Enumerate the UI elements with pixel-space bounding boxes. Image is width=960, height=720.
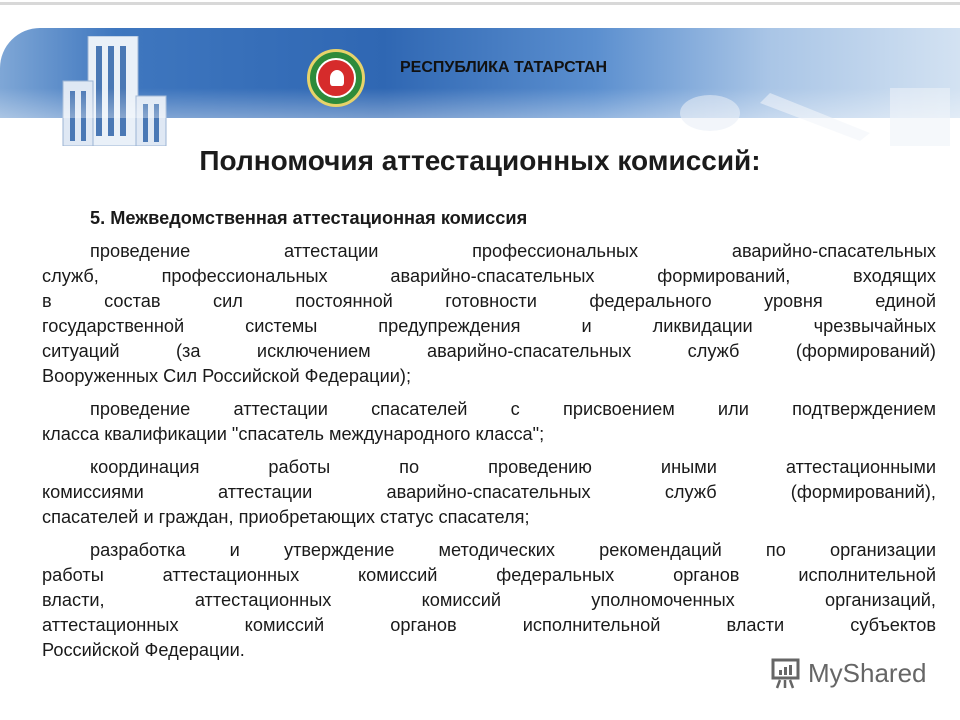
aircraft-illustration: [640, 73, 960, 146]
slide-body: [42, 206, 936, 663]
paragraph: [42, 397, 936, 447]
text-line: Российской Федерации.: [42, 640, 245, 660]
text-line: власти, аттестационных комиссий уполномоченных организаций,: [42, 590, 936, 610]
text-line: спасателей и граждан, приобретающих статус спасателя;: [42, 507, 530, 527]
text-line: комиссиями аттестации аварийно-спасательных служб (формирований),: [42, 482, 936, 502]
text-line: ситуаций (за исключением аварийно-спасательных служб (формирований): [42, 341, 936, 361]
myshared-watermark: [768, 656, 927, 690]
text-line: Вооруженных Сил Российской Федерации);: [42, 366, 411, 386]
tatarstan-emblem-icon: [307, 49, 365, 107]
section-heading: 5. Межведомственная аттестационная комиссия: [90, 208, 528, 228]
watermark-text: MyShared: [808, 657, 927, 688]
text-line: служб, профессиональных аварийно-спасательных формирований, входящих: [42, 266, 936, 286]
text-line: работы аттестационных комиссий федеральных органов исполнительной: [42, 565, 936, 585]
presentation-board-icon: [768, 656, 802, 690]
text-line: проведение аттестации профессиональных аварийно-спасательных: [90, 241, 936, 261]
region-title: РЕСПУБЛИКА ТАТАРСТАН: [400, 59, 608, 76]
text-line: класса квалификации "спасатель международного класса";: [42, 424, 545, 444]
paragraph: [42, 455, 936, 530]
top-divider: [0, 2, 960, 5]
text-line: государственной системы предупреждения и ликвидации чрезвычайных: [42, 316, 936, 336]
text-line: в состав сил постоянной готовности федерального уровня единой: [42, 291, 936, 311]
building-illustration: [48, 36, 178, 146]
text-line: координация работы по проведению иными аттестационными: [90, 457, 936, 477]
text-line: разработка и утверждение методических рекомендаций по организации: [90, 540, 936, 560]
paragraph: [42, 239, 936, 389]
paragraph: [42, 538, 936, 663]
slide-title: Полномочия аттестационных комиссий:: [199, 145, 761, 176]
text-line: аттестационных комиссий органов исполнительной власти субъектов: [42, 615, 936, 635]
text-line: проведение аттестации спасателей с присвоением или подтверждением: [90, 399, 936, 419]
